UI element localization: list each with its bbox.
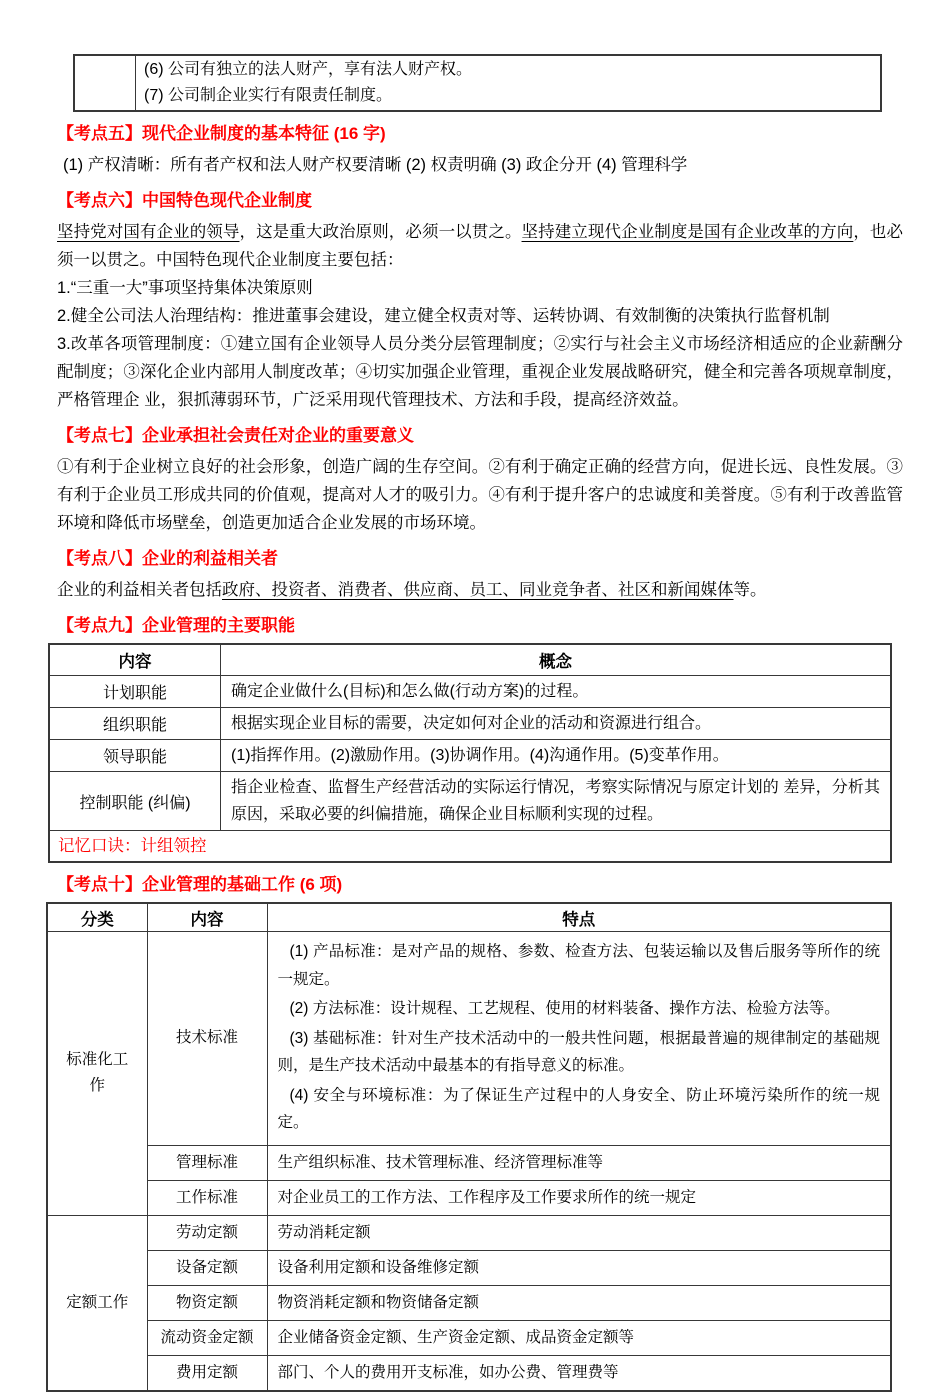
table-row: [47, 1145, 891, 1180]
paragraph: (1) 产品标准：是对产品的规格、参数、检查方法、包装运输以及售后服务等所作的统一规定。: [277, 943, 880, 988]
list-item: 1.“三重一大”事项坚持集体决策原则: [57, 279, 313, 297]
table-cell: 工作标准: [147, 1180, 267, 1215]
list-item: (6) 公司有独立的法人财产，享有法人财产权。: [144, 61, 473, 78]
mnemonic-cell: 记忆口诀：计组领控: [49, 831, 891, 863]
table-row: [47, 1250, 891, 1285]
table-cell: 领导职能: [49, 740, 221, 772]
table-cell-empty: [74, 55, 136, 111]
table-row: [47, 1285, 891, 1320]
text-segment-underlined: 政府、投资者、消费者、供应商、员工、同业竞争者、社区和新闻媒体: [222, 581, 734, 599]
table-cell: 设备利用定额和设备维修定额: [267, 1250, 891, 1285]
table-row: [49, 772, 891, 831]
section-heading-kaodian9: 【考点九】企业管理的主要职能: [57, 616, 295, 635]
section-heading-kaodian6: 【考点六】中国特色现代企业制度: [57, 191, 312, 210]
table-cell: 费用定额: [147, 1355, 267, 1391]
table-cell: [267, 932, 891, 1146]
table-cell: 物资消耗定额和物资储备定额: [267, 1285, 891, 1320]
column-header: 内容: [49, 644, 221, 676]
paragraph: [57, 218, 903, 274]
table-cell: 企业储备资金定额、生产资金定额、成品资金定额等: [267, 1320, 891, 1355]
group-label-cell: 标准化工作: [47, 932, 147, 1216]
basic-work-table: [46, 902, 892, 1392]
paragraph: (3) 基础标准：针对生产技术活动中的一般共性问题，根据最普遍的规律制定的基础规则，是生产技术活动中最基本的有指导意义的标准。: [277, 1029, 880, 1074]
table-cell: 控制职能 (纠偏): [49, 772, 221, 831]
table-cell: 确定企业做什么(目标)和怎么做(行动方案)的过程。: [221, 676, 892, 708]
table-row: [47, 932, 891, 1146]
column-header: 内容: [147, 903, 267, 932]
table-cell: 计划职能: [49, 676, 221, 708]
table-row: [74, 55, 881, 111]
table-cell: 对企业员工的工作方法、工作程序及工作要求所作的统一规定: [267, 1180, 891, 1215]
text-segment: 企业的利益相关者包括: [57, 581, 222, 599]
table-row: [47, 1320, 891, 1355]
table-row: [49, 740, 891, 772]
text-segment-underlined: 坚持建立现代企业制度是国有企业改革的方向: [521, 223, 854, 241]
paragraph: ①有利于企业树立良好的社会形象，创造广阔的生存空间。②有利于确定正确的经营方向，促进长远、良性发展。③有利于企业员工形成共同的价值观，提高对人才的吸引力。④有利于提升客户的忠诚度和美誉度。⑤有利于改善监管环境和降低市场壁垒，创造更加适合企业发展的市场环境。: [57, 458, 903, 532]
section-heading-kaodian5: 【考点五】现代企业制度的基本特征 (16 字): [57, 124, 386, 143]
text-segment: ，也必须一以贯之。中国特色现代企业制度主要包括：: [57, 223, 904, 269]
section-heading-kaodian10: 【考点十】企业管理的基础工作 (6 项): [57, 875, 343, 894]
table-cell: 劳动定额: [147, 1215, 267, 1250]
management-functions-table: [48, 643, 892, 863]
table-cell: 设备定额: [147, 1250, 267, 1285]
table-cell: (1)指挥作用。(2)激励作用。(3)协调作用。(4)沟通作用。(5)变革作用。: [221, 740, 892, 772]
table-cell: 流动资金定额: [147, 1320, 267, 1355]
table-cell: 指企业检查、监督生产经营活动的实际运行情况，考察实际情况与原定计划的 差异，分析其原因，采取必要的纠偏措施，确保企业目标顺利实现的过程。: [221, 772, 892, 831]
section-heading-kaodian7: 【考点七】企业承担社会责任对企业的重要意义: [57, 426, 414, 445]
table-cell: 根据实现企业目标的需要，决定如何对企业的活动和资源进行组合。: [221, 708, 892, 740]
text-segment: 等。: [733, 581, 767, 599]
column-header: 概念: [221, 644, 892, 676]
text-segment-underlined: 坚持党对国有企业的领导: [57, 223, 240, 241]
table-header-row: [49, 644, 891, 676]
list-item: 3.改革各项管理制度：①建立国有企业领导人员分类分层管理制度；②实行与社会主义市场经济相适应的企业薪酬分配制度；③深化企业内部用人制度改革；④切实加强企业管理，重视企业发展战略研究，健全和完善各项规章制度，严格管理企 业，狠抓薄弱环节，广泛采用现代管理技术、方法和手段，提高经济效益。: [57, 335, 903, 409]
table-cell: 部门、个人的费用开支标准，如办公费、管理费等: [267, 1355, 891, 1391]
table-cell: 组织职能: [49, 708, 221, 740]
table-row: [47, 1180, 891, 1215]
table-row: [49, 676, 891, 708]
table-cell: 物资定额: [147, 1285, 267, 1320]
table-cell: [136, 55, 882, 111]
table-cell: 劳动消耗定额: [267, 1215, 891, 1250]
paragraph: (2) 方法标准：设计规程、工艺规程、使用的材料装备、操作方法、检验方法等。: [289, 1000, 840, 1017]
section-heading-kaodian8: 【考点八】企业的利益相关者: [57, 549, 278, 568]
text-segment: ，这是重大政治原则，必须一以贯之。: [239, 223, 522, 241]
list-item: 2.健全公司法人治理结构：推进董事会建设，建立健全权责对等、运转协调、有效制衡的决策执行监督机制: [57, 307, 830, 325]
group-label-cell: 定额工作: [47, 1215, 147, 1391]
column-header: 分类: [47, 903, 147, 932]
table-cell: 生产组织标准、技术管理标准、经济管理标准等: [267, 1145, 891, 1180]
table-cell: 技术标准: [147, 932, 267, 1146]
table-header-row: [47, 903, 891, 932]
list-item: (7) 公司制企业实行有限责任制度。: [144, 87, 393, 104]
continuation-table: [73, 54, 882, 112]
paragraph: [57, 576, 903, 604]
table-row: [49, 708, 891, 740]
paragraph: (1) 产权清晰：所有者产权和法人财产权要清晰 (2) 权责明确 (3) 政企分开 (4) 管理科学: [63, 156, 688, 174]
table-cell: 管理标准: [147, 1145, 267, 1180]
column-header: 特点: [267, 903, 891, 932]
table-row: [47, 1215, 891, 1250]
table-row: [47, 1355, 891, 1391]
paragraph: (4) 安全与环境标准：为了保证生产过程中的人身安全、防止环境污染所作的统一规定。: [277, 1086, 880, 1131]
table-row: [49, 831, 891, 863]
